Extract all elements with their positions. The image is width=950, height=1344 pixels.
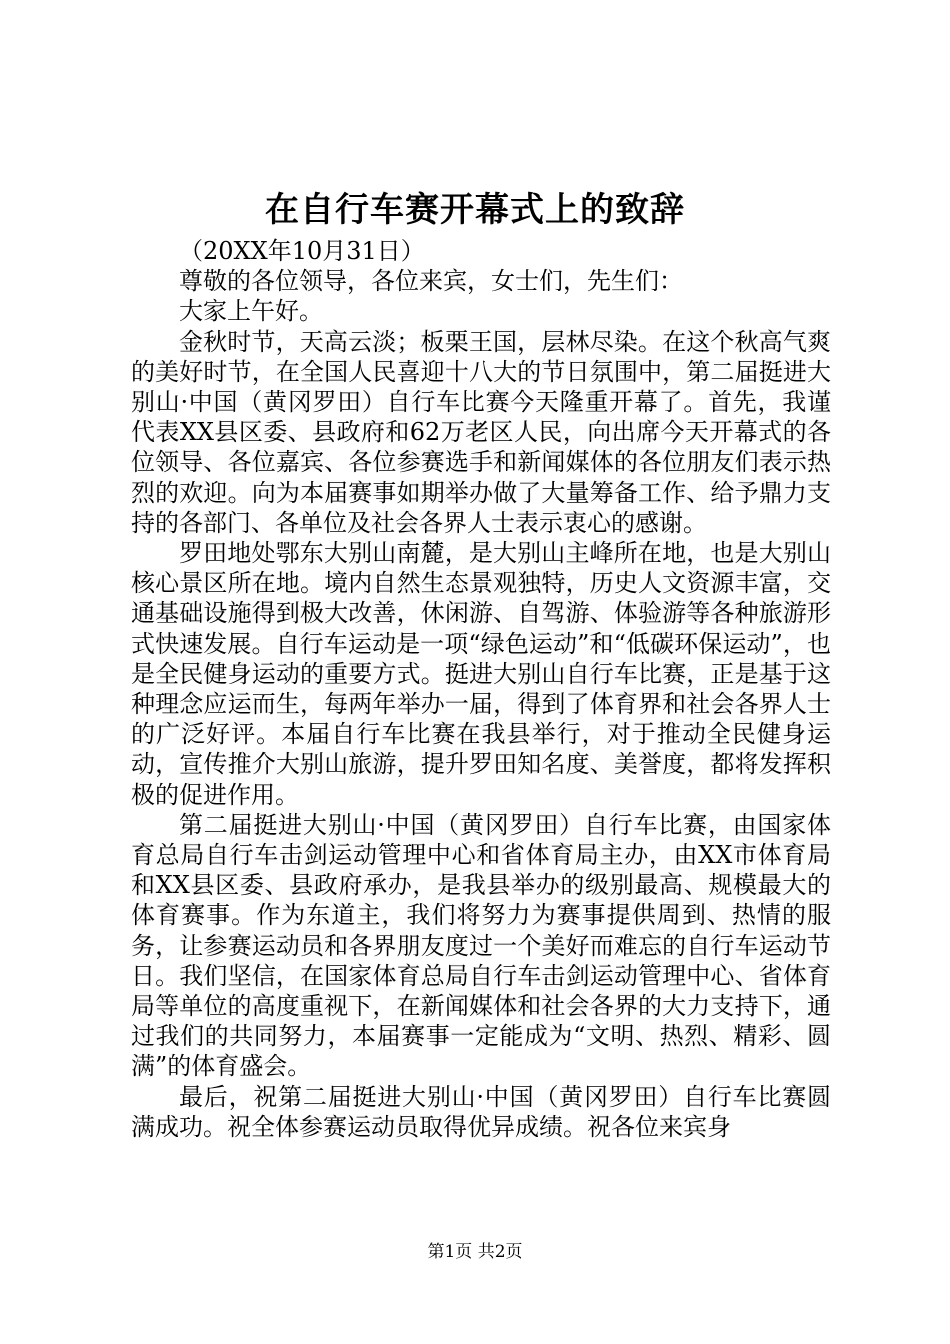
document-title: 在自行车赛开幕式上的致辞 (265, 190, 685, 230)
page-footer: 第1页 共2页 (427, 1242, 523, 1262)
paragraph-event: 第二届挺进大别山·中国（黄冈罗田）自行车比赛，由国家体育总局自行车击剑运动管理中心和省体育局主办，由XX市体育局和XX县区委、县政府承办，是我县举办的级别最高、规模最大的体育赛事。作为东道主，我们将努力为赛事提供周到、热情的服务，让参赛运动员和各界朋友度过一个美好而难忘的自行车运动节日。我们坚信，在国家体育总局自行车击剑运动管理中心、省体育局等单位的高度重视下，在新闻媒体和社会各界的大力支持下，通过我们的共同努力，本届赛事一定能成为“文明、热烈、精彩、圆满”的体育盛会。 (131, 810, 831, 1081)
paragraph-closing: 最后，祝第二届挺进大别山·中国（黄冈罗田）自行车比赛圆满成功。祝全体参赛运动员取得优异成绩。祝各位来宾身 (131, 1082, 831, 1141)
date-line: （20XX年10月31日） (179, 237, 425, 265)
paragraph-welcome: 金秋时节，天高云淡；板栗王国，层林尽染。在这个秋高气爽的美好时节，在全国人民喜迎十八大的节日氛围中，第二届挺进大别山·中国（黄冈罗田）自行车比赛今天隆重开幕了。首先，我谨代表XX县区委、县政府和62万老区人民，向出席今天开幕式的各位领导、各位嘉宾、各位参赛选手和新闻媒体的各位朋友们表示热烈的欢迎。向为本届赛事如期举办做了大量筹备工作、给予鼎力支持的各部门、各单位及社会各界人士表示衷心的感谢。 (131, 327, 831, 537)
salutation: 尊敬的各位领导，各位来宾，女士们，先生们： (179, 267, 683, 296)
paragraph-luotian: 罗田地处鄂东大别山南麓，是大别山主峰所在地，也是大别山核心景区所在地。境内自然生态景观独特，历史人文资源丰富，交通基础设施得到极大改善，休闲游、自驾游、体验游等各种旅游形式快速发展。自行车运动是一项“绿色运动”和“低碳环保运动”，也是全民健身运动的重要方式。挺进大别山自行车比赛，正是基于这种理念应运而生，每两年举办一届，得到了体育界和社会各界人士的广泛好评。本届自行车比赛在我县举行，对于推动全民健身运动，宣传推介大别山旅游，提升罗田知名度、美誉度，都将发挥积极的促进作用。 (131, 539, 831, 809)
greeting: 大家上午好。 (179, 297, 323, 326)
document-body (131, 236, 831, 1142)
